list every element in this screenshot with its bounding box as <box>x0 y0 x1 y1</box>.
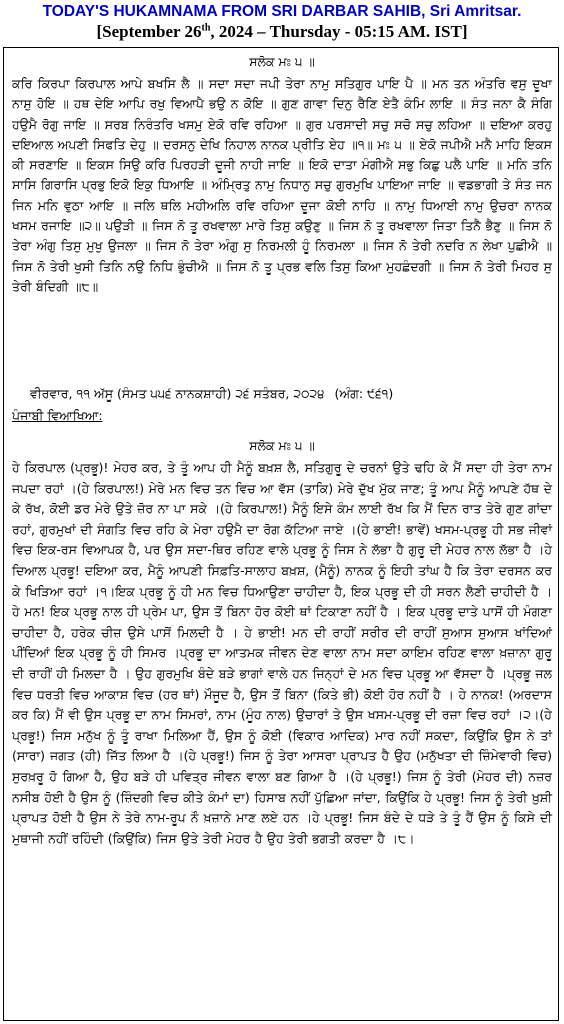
vyakhia-heading: ਸਲੋਕ ਮਃ ੫ ॥ <box>249 438 315 453</box>
vyakhia-label: ਪੰਜਾਬੀ ਵਿਆਖਿਆ: <box>12 408 103 423</box>
hukamnama-text: ਕਰਿ ਕਿਰਪਾ ਕਿਰਪਾਲ ਆਪੇ ਬਖਸਿ ਲੈ ॥ ਸਦਾ ਸਦਾ ਜਪੀ ਤੇਰਾ ਨਾਮੁ ਸਤਿਗੁਰ ਪਾਇ ਪੈ ॥ ਮਨ ਤਨ ਅੰਤਰਿ ਵਸੁ ਦੂਖਾ ਨਾਸੁ ਹੋਇ ॥ ਹਥ ਦੇਇ ਆਪਿ ਰਖੁ ਵਿਆਪੈ ਭਉ ਨ ਕੋਇ ॥ ਗੁਣ ਗਾਵਾ ਦਿਨੁ ਰੈਣਿ ਏਤੈ ਕੰਮਿ ਲਾਇ ॥ ਸੰਤ ਜਨਾ ਕੈ ਸੰਗਿ ਹਉਮੈ ਰੋਗੁ ਜਾਇ ॥ ਸਰਬ ਨਿਰੰਤਰਿ ਖਸਮੁ ਏਕੋ ਰਵਿ ਰਹਿਆ ॥ ਗੁਰ ਪਰਸਾਦੀ ਸਚੁ ਸਚੋ ਸਚੁ ਲਹਿਆ ॥ ਦਇਆ ਕਰਹੁ ਦਇਆਲ ਅਪਣੀ ਸਿਫਤਿ ਦੇਹੁ ॥ ਦਰਸਨੁ ਦੇਖਿ ਨਿਹਾਲ ਨਾਨਕ ਪ੍ਰੀਤਿ ਏਹ ॥੧॥ ਮਃ ੫ ॥ ਏਕੋ ਜਪੀਐ ਮਨੈ ਮਾਹਿ ਇਕਸ ਕੀ ਸਰਣਾਇ ॥ ਇਕਸ ਸਿਉ ਕਰਿ ਪਿਰਹੜੀ ਦੂਜੀ ਨਾਹੀ ਜਾਇ ॥ ਇਕੋ ਦਾਤਾ ਮੰਗੀਐ ਸਭੁ ਕਿਛੁ ਪਲੈ ਪਾਇ ॥ ਮਨਿ ਤਨਿ ਸਾਸਿ ਗਿਰਾਸਿ ਪ੍ਰਭੁ ਇਕੋ ਇਕੁ ਧਿਆਇ ॥ ਅੰਮ੍ਰਿਤੁ ਨਾਮੁ ਨਿਧਾਨੁ ਸਚੁ ਗੁਰਮੁਖਿ ਪਾਇਆ ਜਾਇ ॥ ਵਡਭਾਗੀ ਤੇ ਸੰਤ ਜਨ ਜਿਨ ਮਨਿ ਵੁਠਾ ਆਇ ॥ ਜਲਿ ਥਲਿ ਮਹੀਅਲਿ ਰਵਿ ਰਹਿਆ ਦੂਜਾ ਕੋਈ ਨਾਹਿ ॥ ਨਾਮੁ ਧਿਆਈ ਨਾਮੁ ਉਚਰਾ ਨਾਨਕ ਖਸਮ ਰਜਾਇ ॥੨॥ ਪਉੜੀ ॥ ਜਿਸ ਨੋ ਤੂ ਰਖਵਾਲਾ ਮਾਰੇ ਤਿਸੁ ਕਉਣੁ ॥ ਜਿਸ ਨੋ ਤੂ ਰਖਵਾਲਾ ਜਿਤਾ ਤਿਨੈ ਭੈਣੁ ॥ ਜਿਸ ਨੋ ਤੇਰਾ ਅੰਗੁ ਤਿਸੁ ਮੁਖੁ ਉਜਲਾ ॥ ਜਿਸ ਨੋ ਤੇਰਾ ਅੰਗੁ ਸੁ ਨਿਰਮਲੀ ਹੂੰ ਨਿਰਮਲਾ ॥ ਜਿਸ ਨੋ ਤੇਰੀ ਨਦਰਿ ਨ ਲੇਖਾ ਪੁਛੀਐ ॥ ਜਿਸ ਨੋ ਤੇਰੀ ਖੁਸੀ ਤਿਨਿ ਨਉ ਨਿਧਿ ਭੁੰਚੀਐ ॥ ਜਿਸ ਨੋ ਤੂ ਪ੍ਰਭ ਵਲਿ ਤਿਸੁ ਕਿਆ ਮੁਹਛੰਦਗੀ ॥ ਜਿਸ ਨੋ ਤੇਰੀ ਮਿਹਰ ਸੁ ਤੇਰੀ ਬੰਦਿਗੀ ॥੮॥ <box>12 76 552 294</box>
ang-reference: (ਅੰਗ: ੯੬੧) <box>334 386 394 401</box>
dateline <box>12 384 564 404</box>
date-header <box>0 22 564 42</box>
date-superscript: th <box>201 22 211 34</box>
date-prefix: [September 26 <box>96 22 202 41</box>
hukamnama-heading: ਸਲੋਕ ਮਃ ੫ ॥ <box>249 54 315 69</box>
date-suffix: , 2024 – Thursday - 05:15 AM. IST] <box>210 22 468 41</box>
vyakhia-text: ਹੇ ਕਿਰਪਾਲ (ਪ੍ਰਭੂ)! ਮੇਹਰ ਕਰ, ਤੇ ਤੂੰ ਆਪ ਹੀ ਮੈਨੂੰ ਬਖ਼ਸ਼ ਲੈ, ਸਤਿਗੁਰੂ ਦੇ ਚਰਨਾਂ ਉਤੇ ਢਹਿ ਕੇ ਮੈਂ ਸਦਾ ਹੀ ਤੇਰਾ ਨਾਮ ਜਪਦਾ ਰਹਾਂ ।(ਹੇ ਕਿਰਪਾਲ!) ਮੇਰੇ ਮਨ ਵਿਚ ਤਨ ਵਿਚ ਆ ਵੱਸ (ਤਾਕਿ) ਮੇਰੇ ਦੁੱਖ ਮੁੱਕ ਜਾਣ; ਤੂੰ ਆਪ ਮੈਨੂੰ ਆਪਣੇ ਹੱਥ ਦੇ ਕੇ ਰੱਖ, ਕੋਈ ਡਰ ਮੇਰੇ ਉਤੇ ਜ਼ੋਰ ਨਾ ਪਾ ਸਕੇ ।(ਹੇ ਕਿਰਪਾਲ!) ਮੈਨੂੰ ਇਸੇ ਕੰਮ ਲਾਈ ਰੱਖ ਕਿ ਮੈਂ ਦਿਨ ਰਾਤ ਤੇਰੇ ਗੁਣ ਗਾਂਦਾ ਰਹਾਂ, ਗੁਰਮੁਖਾਂ ਦੀ ਸੰਗਤਿ ਵਿਚ ਰਹਿ ਕੇ ਮੇਰਾ ਹਉਮੈ ਦਾ ਰੋਗ ਕੱਟਿਆ ਜਾਏ ।(ਹੇ ਭਾਈ! ਭਾਵੇਂ) ਖਸਮ-ਪ੍ਰਭੂ ਹੀ ਸਭ ਜੀਵਾਂ ਵਿਚ ਇਕ-ਰਸ ਵਿਆਪਕ ਹੈ, ਪਰ ਉਸ ਸਦਾ-ਥਿਰ ਰਹਿਣ ਵਾਲੇ ਪ੍ਰਭੂ ਨੂੰ ਜਿਸ ਨੇ ਲੱਭਾ ਹੈ ਗੁਰੂ ਦੀ ਮੇਹਰ ਨਾਲ ਲੱਭਾ ਹੈ ।ਹੇ ਦਿਆਲ ਪ੍ਰਭੂ! ਦਇਆ ਕਰ, ਮੈਨੂੰ ਆਪਣੀ ਸਿਫ਼ਤਿ-ਸਾਲਾਹ ਬਖ਼ਸ਼, (ਮੈਨੂੰ) ਨਾਨਕ ਨੂੰ ਇਹੀ ਤਾਂਘ ਹੈ ਕਿ ਤੇਰਾ ਦਰਸਨ ਕਰ ਕੇ ਖਿੜਿਆ ਰਹਾਂ ।੧।ਇਕ ਪ੍ਰਭੂ ਨੂੰ ਹੀ ਮਨ ਵਿਚ ਧਿਆਉਣਾ ਚਾਹੀਦਾ ਹੈ, ਇਕ ਪ੍ਰਭੂ ਦੀ ਹੀ ਸਰਨ ਲੈਣੀ ਚਾਹੀਦੀ ਹੈ । ਹੇ ਮਨ! ਇਕ ਪ੍ਰਭੂ ਨਾਲ ਹੀ ਪ੍ਰੇਮ ਪਾ, ਉਸ ਤੋਂ ਬਿਨਾ ਹੋਰ ਕੋਈ ਥਾਂ ਟਿਕਾਣਾ ਨਹੀਂ ਹੈ । ਇਕ ਪ੍ਰਭੂ ਦਾਤੇ ਪਾਸੋਂ ਹੀ ਮੰਗਣਾ ਚਾਹੀਦਾ ਹੈ, ਹਰੇਕ ਚੀਜ਼ ਉਸੇ ਪਾਸੋਂ ਮਿਲਦੀ ਹੈ । ਹੇ ਭਾਈ! ਮਨ ਦੀ ਰਾਹੀਂ ਸਰੀਰ ਦੀ ਰਾਹੀਂ ਸੁਆਸ ਸੁਆਸ ਖਾਂਦਿਆਂ ਪੀਂਦਿਆਂ ਇਕ ਪ੍ਰਭੂ ਨੂੰ ਹੀ ਸਿਮਰ ।ਪ੍ਰਭੂ ਦਾ ਆਤਮਕ ਜੀਵਨ ਦੇਣ ਵਾਲਾ ਨਾਮ ਸਦਾ ਕਾਇਮ ਰਹਿਣ ਵਾਲਾ ਖ਼ਜ਼ਾਨਾ ਗੁਰੂ ਦੀ ਰਾਹੀਂ ਹੀ ਮਿਲਦਾ ਹੈ । ਉਹ ਗੁਰਮੁਖਿ ਬੰਦੇ ਬੜੇ ਭਾਗਾਂ ਵਾਲੇ ਹਨ ਜਿਨ੍ਹਾਂ ਦੇ ਮਨ ਵਿਚ ਪ੍ਰਭੂ ਆ ਵੱਸਦਾ ਹੈ ।ਪ੍ਰਭੂ ਜਲ ਵਿਚ ਧਰਤੀ ਵਿਚ ਆਕਾਸ਼ ਵਿਚ (ਹਰ ਥਾਂ) ਮੌਜੂਦ ਹੈ, ਉਸ ਤੋਂ ਬਿਨਾ (ਕਿਤੇ ਭੀ) ਕੋਈ ਹੋਰ ਨਹੀਂ ਹੈ । ਹੇ ਨਾਨਕ! (ਅਰਦਾਸ ਕਰ ਕਿ) ਮੈਂ ਵੀ ਉਸ ਪ੍ਰਭੂ ਦਾ ਨਾਮ ਸਿਮਰਾਂ, ਨਾਮ (ਮੂੰਹ ਨਾਲ) ਉਚਾਰਾਂ ਤੇ ਉਸ ਖਸਮ-ਪ੍ਰਭੂ ਦੀ ਰਜ਼ਾ ਵਿਚ ਰਹਾਂ ।੨।(ਹੇ ਪ੍ਰਭੂ!) ਜਿਸ ਮਨੁੱਖ ਨੂੰ ਤੂੰ ਰਾਖਾ ਮਿਲਿਆ ਹੈਂ, ਉਸ ਨੂੰ ਕੋਈ (ਵਿਕਾਰ ਆਦਿਕ) ਮਾਰ ਨਹੀਂ ਸਕਦਾ, ਕਿਉਂਕਿ ਉਸ ਨੇ ਤਾਂ (ਸਾਰਾ) ਜਗਤ (ਹੀ) ਜਿੱਤ ਲਿਆ ਹੈ ।(ਹੇ ਪ੍ਰਭੂ!) ਜਿਸ ਨੂੰ ਤੇਰਾ ਆਸਰਾ ਪ੍ਰਾਪਤ ਹੈ ਉਹ (ਮਨੁੱਖਤਾ ਦੀ ਜ਼ਿੰਮੇਵਾਰੀ ਵਿਚ) ਸੁਰਖ਼ਰੂ ਹੋ ਗਿਆ ਹੈ, ਉਹ ਬੜੇ ਹੀ ਪਵਿਤ੍ਰ ਜੀਵਨ ਵਾਲਾ ਬਣ ਗਿਆ ਹੈ ।(ਹੇ ਪ੍ਰਭੂ!) ਜਿਸ ਨੂੰ ਤੇਰੀ (ਮੇਹਰ ਦੀ) ਨਜ਼ਰ ਨਸੀਬ ਹੋਈ ਹੈ ਉਸ ਨੂੰ (ਜ਼ਿੰਦਗੀ ਵਿਚ ਕੀਤੇ ਕੰਮਾਂ ਦਾ) ਹਿਸਾਬ ਨਹੀਂ ਪੁੱਛਿਆ ਜਾਂਦਾ, ਕਿਉਂਕਿ ਹੇ ਪ੍ਰਭੂ! ਜਿਸ ਨੂੰ ਤੇਰੀ ਖ਼ੁਸ਼ੀ ਪ੍ਰਾਪਤ ਹੋਈ ਹੈ ਉਸ ਨੇ ਤੇਰੇ ਨਾਮ-ਰੂਪ ਨੌ ਖ਼ਜ਼ਾਨੇ ਮਾਣ ਲਏ ਹਨ ।ਹੇ ਪ੍ਰਭੂ! ਜਿਸ ਬੰਦੇ ਦੇ ਧੜੇ ਤੇ ਤੂੰ ਹੈਂ ਉਸ ਨੂੰ ਕਿਸੇ ਦੀ ਮੁਥਾਜੀ ਨਹੀਂ ਰਹਿੰਦੀ (ਕਿਉਂਕਿ) ਜਿਸ ਉਤੇ ਤੇਰੀ ਮੇਹਰ ਹੈ ਉਹ ਤੇਰੀ ਭਗਤੀ ਕਰਦਾ ਹੈ ।੮। <box>12 460 552 846</box>
dateline-text: ਵੀਰਵਾਰ, ੧੧ ਅੱਸੂ (ਸੰਮਤ ੫੫੬ ਨਾਨਕਸ਼ਾਹੀ) ੨੬ ਸਤੰਬਰ, ੨੦੨੪ <box>30 386 325 401</box>
page-title: TODAY'S HUKAMNAMA FROM SRI DARBAR SAHIB, Sri Amritsar. <box>42 3 522 20</box>
